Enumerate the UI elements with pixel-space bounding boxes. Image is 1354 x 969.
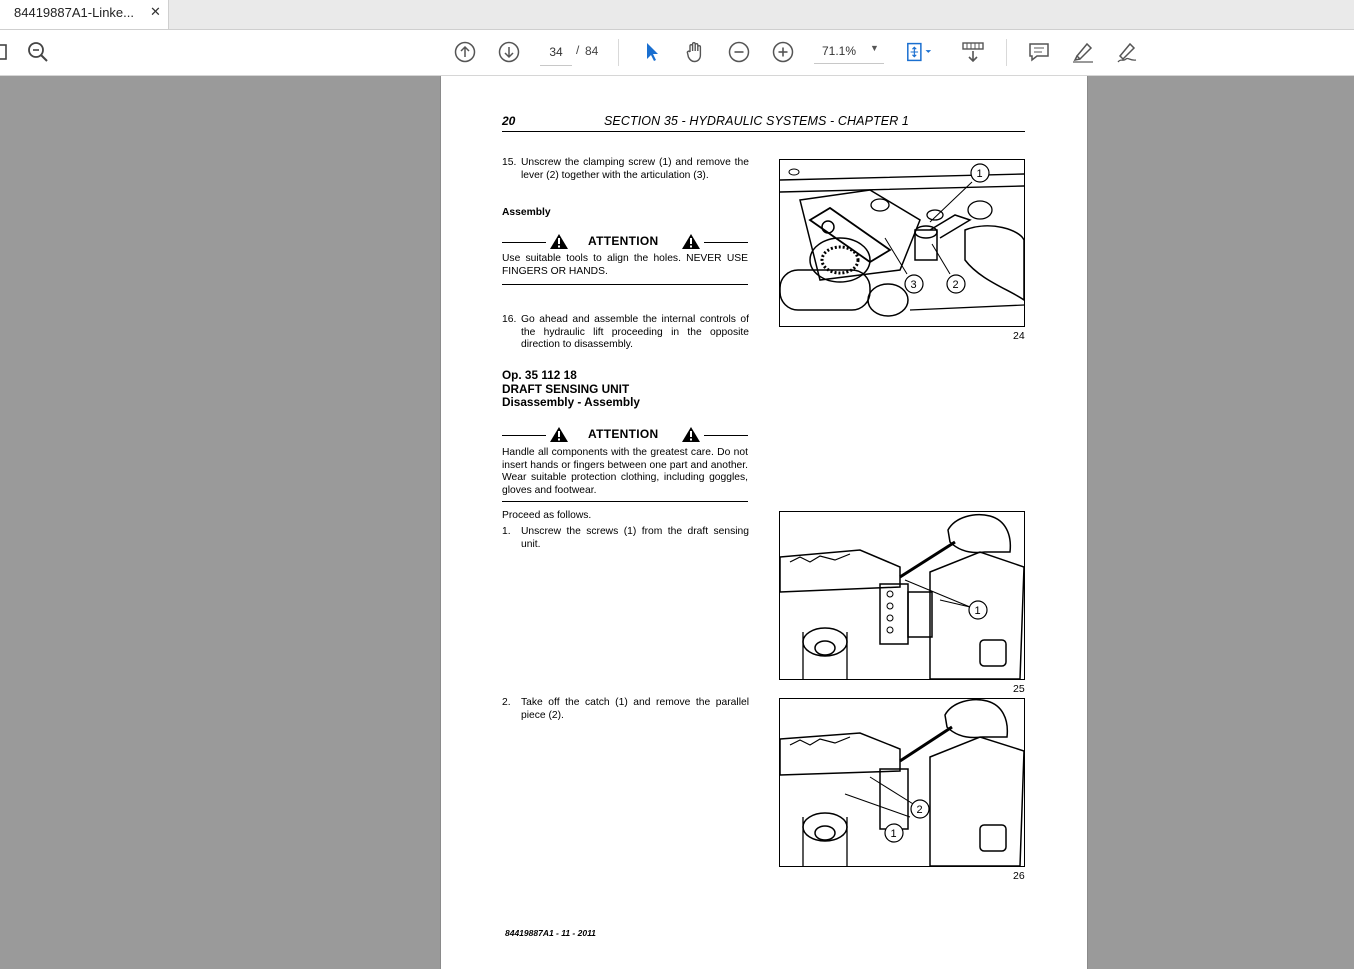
hand-tool-button[interactable]	[681, 38, 709, 66]
step-1	[502, 526, 749, 552]
hydraulic-lift-drawing	[780, 160, 1024, 326]
page-header-title: SECTION 35 - HYDRAULIC SYSTEMS - CHAPTER 1	[604, 114, 909, 128]
attention-rule	[502, 501, 748, 502]
callout-1: 1	[974, 605, 981, 617]
callout-2: 2	[916, 804, 923, 816]
toolbar-divider	[618, 39, 619, 66]
attention-text: Use suitable tools to align the holes. NEVER USE FINGERS OR HANDS.	[502, 253, 748, 277]
step-number: 1.	[502, 526, 511, 537]
next-page-button[interactable]	[495, 38, 523, 66]
zoom-out-button[interactable]	[725, 38, 753, 66]
hand-tool-icon	[683, 40, 707, 64]
warning-icon	[681, 426, 701, 443]
attention-text: Handle all components with the greatest care. Do not insert hands or fingers between one part and another. Wear suitable protection clothing, including goggles, gloves and footwear.	[502, 447, 748, 496]
attention-banner	[502, 233, 748, 251]
figure-25-illustration	[779, 511, 1025, 680]
figure-number: 25	[1013, 683, 1025, 695]
page-total: 84	[585, 44, 599, 58]
fit-page-button[interactable]	[905, 38, 933, 66]
operation-subtitle: Disassembly - Assembly	[502, 395, 640, 409]
step-text: Take off the catch (1) and remove the parallel piece (2).	[521, 697, 749, 721]
callout-2: 2	[952, 279, 959, 291]
catch-and-parallel-piece-drawing	[780, 699, 1024, 866]
sign-button[interactable]	[1113, 38, 1141, 66]
figure-number: 26	[1013, 870, 1025, 882]
previous-page-button[interactable]	[451, 38, 479, 66]
warning-icon	[549, 233, 569, 250]
sign-icon	[1115, 40, 1139, 64]
highlight-icon	[1071, 40, 1095, 64]
select-tool-button[interactable]	[637, 38, 665, 66]
page-header-number: 20	[502, 114, 516, 128]
highlight-button[interactable]	[1069, 38, 1097, 66]
attention-label: ATTENTION	[588, 234, 659, 248]
callout-1: 1	[890, 828, 897, 840]
zoom-in-icon	[772, 41, 794, 63]
step-2	[502, 697, 749, 723]
proceed-text: Proceed as follows.	[502, 510, 592, 521]
select-cursor-icon	[641, 41, 661, 63]
step-number: 2.	[502, 697, 511, 708]
sidebar-toggle-icon[interactable]	[0, 38, 14, 66]
zoom-out-icon	[728, 41, 750, 63]
pdf-page	[440, 76, 1088, 969]
attention-banner	[502, 426, 748, 444]
warning-icon	[681, 233, 701, 250]
operation-code: Op. 35 112 18	[502, 368, 577, 382]
step-number: 15.	[502, 157, 517, 168]
attention-rule	[502, 284, 748, 285]
arrow-down-icon	[498, 41, 520, 63]
step-15	[502, 157, 749, 183]
page-separator: /	[576, 43, 580, 57]
step-text: Unscrew the screws (1) from the draft sensing unit.	[521, 526, 749, 550]
fit-page-icon	[905, 40, 933, 64]
figure-number: 24	[1013, 330, 1025, 342]
operation-title: DRAFT SENSING UNIT	[502, 381, 630, 396]
document-viewer[interactable]	[0, 76, 1354, 969]
warning-icon	[549, 426, 569, 443]
callout-3: 3	[910, 279, 917, 291]
draft-sensing-unit-drawing	[780, 512, 1024, 679]
page-footer: 84419887A1 - 11 - 2011	[505, 928, 596, 938]
toolbar-divider	[1006, 39, 1007, 66]
step-text: Unscrew the clamping screw (1) and remove the lever (2) together with the articulation (3).	[521, 157, 749, 181]
scroll-mode-icon	[960, 40, 986, 64]
document-tab[interactable]	[0, 0, 169, 29]
tab-title[interactable]: 84419887A1-Linke...	[14, 5, 134, 20]
page-number-input[interactable]	[540, 39, 572, 66]
figure-24-illustration	[779, 159, 1025, 327]
step-text: Go ahead and assemble the internal controls of the hydraulic lift proceeding in the opposite direction to disassembly.	[521, 314, 749, 351]
chevron-down-icon: ▼	[870, 43, 879, 53]
tab-bar	[0, 0, 1354, 30]
zoom-in-button[interactable]	[769, 38, 797, 66]
figure-26-illustration	[779, 698, 1025, 867]
comment-button[interactable]	[1025, 38, 1053, 66]
header-rule	[502, 131, 1025, 132]
tab-close-icon[interactable]: ✕	[150, 4, 161, 19]
operation-heading	[502, 369, 640, 410]
zoom-magnifier-icon[interactable]	[24, 38, 52, 66]
toolbar	[0, 30, 1354, 76]
step-number: 16.	[502, 314, 517, 325]
arrow-up-icon	[454, 41, 476, 63]
scroll-mode-button[interactable]	[959, 38, 987, 66]
step-16	[502, 314, 749, 352]
attention-label: ATTENTION	[588, 427, 659, 441]
comment-icon	[1028, 41, 1050, 63]
zoom-value: 71.1%	[822, 44, 857, 58]
assembly-label: Assembly	[502, 207, 551, 218]
callout-1: 1	[976, 168, 983, 180]
zoom-select[interactable]	[814, 39, 884, 64]
